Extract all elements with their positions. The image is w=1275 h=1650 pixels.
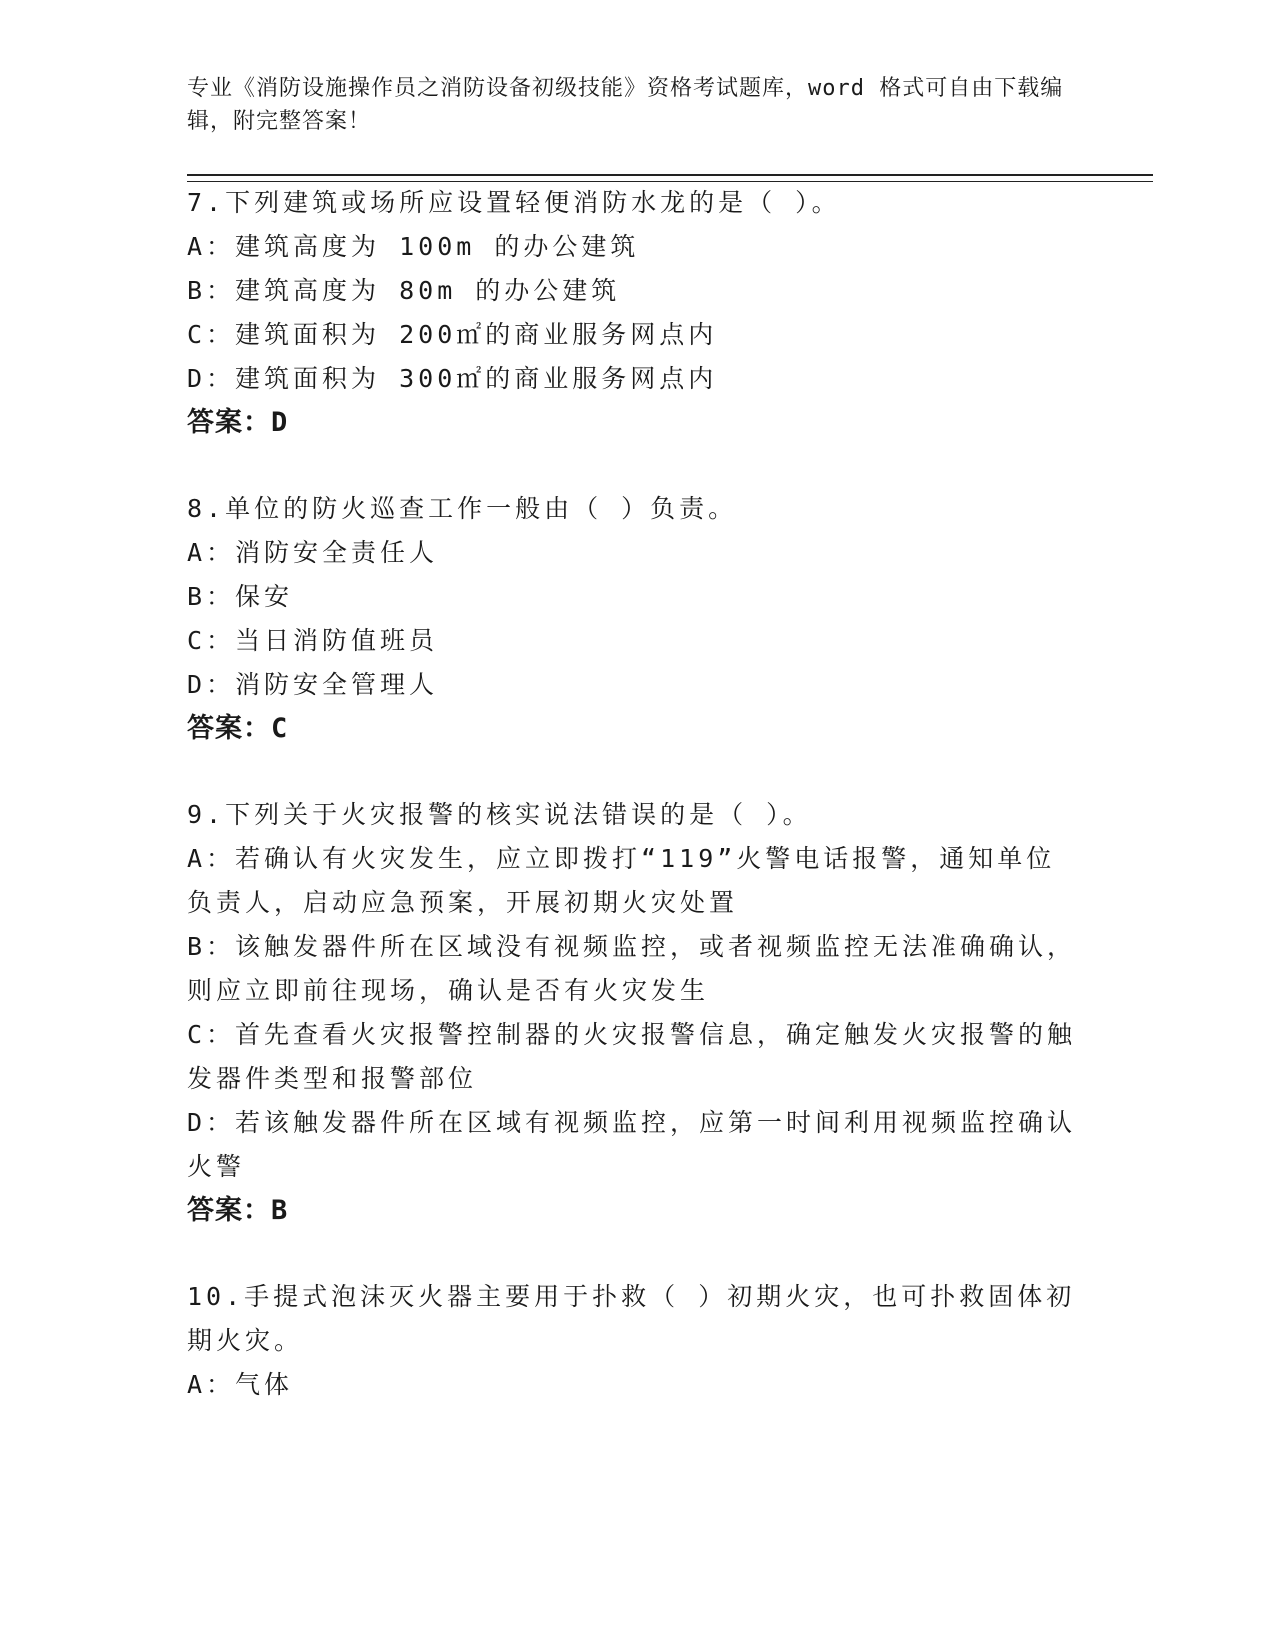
question-9-option-a-line-1: A：若确认有火灾发生，应立即拨打“119”火警电话报警，通知单位 <box>187 844 1056 873</box>
question-8-stem: 8.单位的防火巡查工作一般由（ ）负责。 <box>187 494 738 523</box>
question-9-stem: 9.下列关于火灾报警的核实说法错误的是（ ）。 <box>187 800 812 829</box>
question-8-option-b: B：保安 <box>187 582 294 611</box>
question-7-option-b: B：建筑高度为 80m 的办公建筑 <box>187 276 621 305</box>
question-9-option-b-line-2: 则应立即前往现场，确认是否有火灾发生 <box>187 976 710 1005</box>
question-7-option-c: C：建筑面积为 200㎡的商业服务网点内 <box>187 320 718 349</box>
question-10-stem-line-2: 期火灾。 <box>187 1326 304 1355</box>
header-divider-thick <box>187 174 1153 176</box>
question-9-option-a-line-2: 负责人，启动应急预案，开展初期火灾处置 <box>187 888 739 917</box>
document-header: 专业《消防设施操作员之消防设备初级技能》资格考试题库，word 格式可自由下载编辑，附完整答案！ <box>187 76 1064 134</box>
question-9-option-c-line-1: C：首先查看火灾报警控制器的火灾报警信息，确定触发火灾报警的触 <box>187 1020 1077 1049</box>
question-8-option-a: A：消防安全责任人 <box>187 538 439 567</box>
question-9-option-b-line-1: B：该触发器件所在区域没有视频监控，或者视频监控无法准确确认， <box>187 932 1077 961</box>
question-10-stem-line-1: 10.手提式泡沫灭火器主要用于扑救（ ）初期火灾，也可扑救固体初 <box>187 1282 1076 1311</box>
question-7-option-a: A：建筑高度为 100m 的办公建筑 <box>187 232 640 261</box>
question-8-option-d: D：消防安全管理人 <box>187 670 439 699</box>
question-9-option-c-line-2: 发器件类型和报警部位 <box>187 1064 478 1093</box>
question-10-option-a: A：气体 <box>187 1370 294 1399</box>
question-7-stem: 7.下列建筑或场所应设置轻便消防水龙的是（ ）。 <box>187 188 841 217</box>
question-9-option-d-line-1: D：若该触发器件所在区域有视频监控，应第一时间利用视频监控确认 <box>187 1108 1077 1137</box>
question-8-answer: 答案：C <box>187 713 289 744</box>
question-7-option-d: D：建筑面积为 300㎡的商业服务网点内 <box>187 364 718 393</box>
question-9-option-d-line-2: 火警 <box>187 1152 246 1181</box>
question-9-answer: 答案：B <box>187 1195 289 1226</box>
question-8-option-c: C：当日消防值班员 <box>187 626 439 655</box>
question-7-answer: 答案：D <box>187 407 289 438</box>
